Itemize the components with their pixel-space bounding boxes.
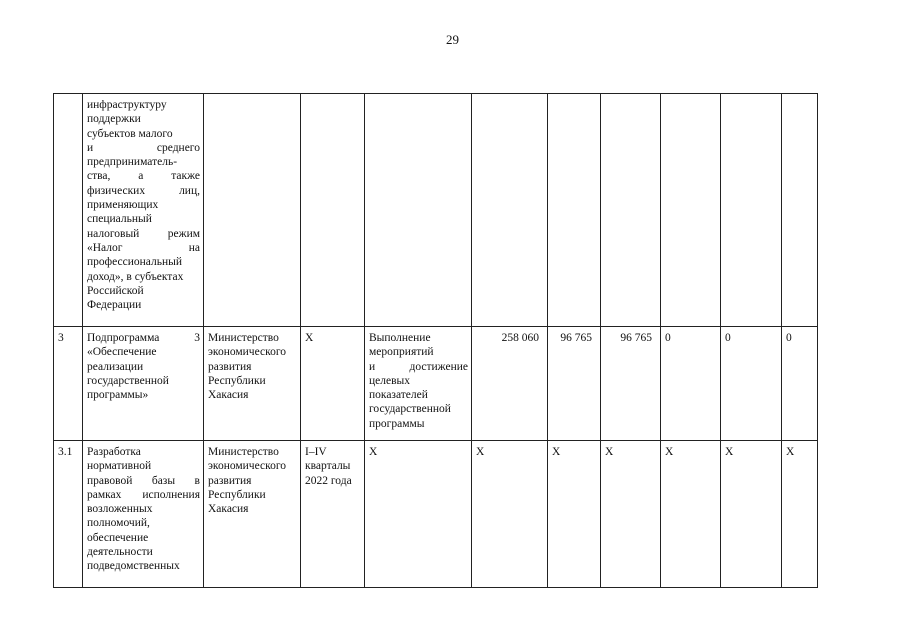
text-fragment: инфраструктуру xyxy=(87,99,167,111)
cell-year-4: Х xyxy=(721,441,782,588)
text-line xyxy=(87,488,200,502)
cell-year-1: Х xyxy=(548,441,601,588)
cell-result xyxy=(365,327,472,441)
text-line xyxy=(87,516,200,530)
program-table xyxy=(53,93,818,588)
text-line: I–IV xyxy=(305,446,327,458)
text-line xyxy=(87,559,200,573)
text-line xyxy=(87,345,200,359)
text-line xyxy=(87,298,200,312)
cell-name xyxy=(83,441,204,588)
text-fragment: Выполнение xyxy=(369,332,431,344)
text-fragment: в xyxy=(194,474,200,487)
name-text xyxy=(87,98,200,312)
cell-name xyxy=(83,94,204,327)
text-line: кварталы xyxy=(305,460,351,473)
text-fragment: «Обеспечение xyxy=(87,346,157,359)
text-fragment: профессиональный xyxy=(87,256,182,269)
text-fragment: налоговый xyxy=(87,227,140,240)
text-line xyxy=(87,112,200,126)
text-fragment: полномочий, xyxy=(87,517,150,530)
cell-year-4 xyxy=(721,94,782,327)
text-fragment: доход», в субъектах xyxy=(87,270,184,283)
cell-num: 3.1 xyxy=(54,441,83,588)
text-line: Хакасия xyxy=(208,389,249,402)
cell-year-1 xyxy=(548,94,601,327)
result-text xyxy=(369,331,468,431)
table-row-3 xyxy=(54,327,818,441)
text-fragment: также xyxy=(171,170,200,183)
text-line xyxy=(87,141,200,155)
text-fragment: государственной xyxy=(87,374,169,387)
text-line: Республики xyxy=(208,374,266,387)
text-line: 2022 года xyxy=(305,474,352,487)
text-line xyxy=(87,127,200,141)
cell-year-1: 96 765 xyxy=(548,327,601,441)
text-fragment: правовой xyxy=(87,474,133,487)
table-row-3-1 xyxy=(54,441,818,588)
text-fragment: Разработка xyxy=(87,446,141,458)
text-line xyxy=(87,184,200,198)
text-fragment: реализации xyxy=(87,360,144,373)
cell-total: 258 060 xyxy=(472,327,548,441)
cell-executor xyxy=(204,441,301,588)
text-fragment: базы xyxy=(151,474,176,487)
cell-year-2: Х xyxy=(601,441,661,588)
executor-text xyxy=(208,331,297,402)
cell-term: Х xyxy=(301,327,365,441)
cell-num: 3 xyxy=(54,327,83,441)
text-line xyxy=(369,417,468,431)
text-line xyxy=(87,474,200,488)
text-fragment: и xyxy=(87,141,94,154)
text-line xyxy=(87,360,200,374)
text-fragment: возложенных xyxy=(87,503,153,516)
text-fragment: специальный xyxy=(87,213,152,226)
table-row-continuation xyxy=(54,94,818,327)
text-line: развития xyxy=(208,360,252,373)
text-fragment: поддержки xyxy=(87,113,141,126)
cell-year-4: 0 xyxy=(721,327,782,441)
term-text xyxy=(305,445,361,488)
text-fragment: среднего xyxy=(156,141,200,154)
text-line xyxy=(87,155,200,169)
text-line: экономического xyxy=(208,346,287,359)
text-fragment: режим xyxy=(167,227,200,240)
text-line: Министерство xyxy=(208,332,279,344)
text-line xyxy=(369,402,468,416)
cell-total xyxy=(472,94,548,327)
text-line xyxy=(87,270,200,284)
text-line: Министерство xyxy=(208,446,279,458)
text-fragment: ства, xyxy=(87,170,111,183)
text-fragment: применяющих xyxy=(87,199,159,212)
text-fragment: предприниматель- xyxy=(87,156,178,169)
text-fragment: Подпрограмма xyxy=(87,332,160,344)
cell-name xyxy=(83,327,204,441)
cell-year-5: 0 xyxy=(782,327,818,441)
text-line xyxy=(87,227,200,241)
text-line xyxy=(87,198,200,212)
cell-result xyxy=(365,94,472,327)
text-fragment: 3 xyxy=(194,332,200,344)
cell-year-3: 0 xyxy=(661,327,721,441)
cell-year-3: Х xyxy=(661,441,721,588)
text-line xyxy=(87,445,200,459)
text-line xyxy=(369,388,468,402)
text-line xyxy=(87,531,200,545)
text-line xyxy=(87,284,200,298)
text-line: экономического xyxy=(208,460,287,473)
text-line xyxy=(369,360,468,374)
name-text xyxy=(87,331,200,402)
cell-year-3 xyxy=(661,94,721,327)
text-line xyxy=(87,212,200,226)
text-line xyxy=(87,502,200,516)
cell-year-5 xyxy=(782,94,818,327)
text-fragment: деятельности xyxy=(87,546,153,559)
cell-year-5: Х xyxy=(782,441,818,588)
text-fragment: субъектов малого xyxy=(87,127,173,140)
executor-text xyxy=(208,445,297,516)
text-line xyxy=(87,98,200,112)
text-fragment: мероприятий xyxy=(369,346,434,359)
cell-result: Х xyxy=(365,441,472,588)
text-fragment: показателей xyxy=(369,389,428,402)
text-line xyxy=(87,241,200,255)
name-text xyxy=(87,445,200,574)
text-fragment: программы xyxy=(369,417,425,430)
text-fragment: на xyxy=(188,241,200,254)
text-line xyxy=(87,169,200,183)
text-line: развития xyxy=(208,474,252,487)
cell-term xyxy=(301,441,365,588)
text-fragment: исполнения xyxy=(142,488,200,501)
text-line xyxy=(87,388,200,402)
cell-year-2: 96 765 xyxy=(601,327,661,441)
cell-term xyxy=(301,94,365,327)
text-fragment: физических xyxy=(87,184,146,197)
text-fragment: программы» xyxy=(87,389,149,402)
text-line: Хакасия xyxy=(208,503,249,516)
cell-num xyxy=(54,94,83,327)
text-line xyxy=(369,331,468,345)
text-line: Республики xyxy=(208,488,266,501)
text-fragment: Федерации xyxy=(87,299,142,312)
text-line xyxy=(87,255,200,269)
cell-year-2 xyxy=(601,94,661,327)
text-fragment: и xyxy=(369,360,376,373)
cell-executor xyxy=(204,327,301,441)
text-line xyxy=(87,459,200,473)
text-line xyxy=(369,345,468,359)
text-line xyxy=(369,374,468,388)
text-line xyxy=(87,374,200,388)
cell-total: Х xyxy=(472,441,548,588)
text-fragment: нормативной xyxy=(87,460,152,473)
text-fragment: обеспечение xyxy=(87,531,149,544)
text-fragment: а xyxy=(138,170,144,183)
text-fragment: лиц, xyxy=(179,184,200,197)
text-fragment: рамках xyxy=(87,488,122,501)
text-fragment: достижение xyxy=(409,360,468,373)
text-line xyxy=(87,331,200,345)
text-fragment: «Налог xyxy=(87,241,123,254)
text-fragment: подведомственных xyxy=(87,560,180,573)
text-fragment: целевых xyxy=(369,374,411,387)
text-line xyxy=(87,545,200,559)
page-number: 29 xyxy=(446,32,459,47)
text-fragment: государственной xyxy=(369,403,451,416)
text-fragment: Российской xyxy=(87,284,144,297)
cell-executor xyxy=(204,94,301,327)
